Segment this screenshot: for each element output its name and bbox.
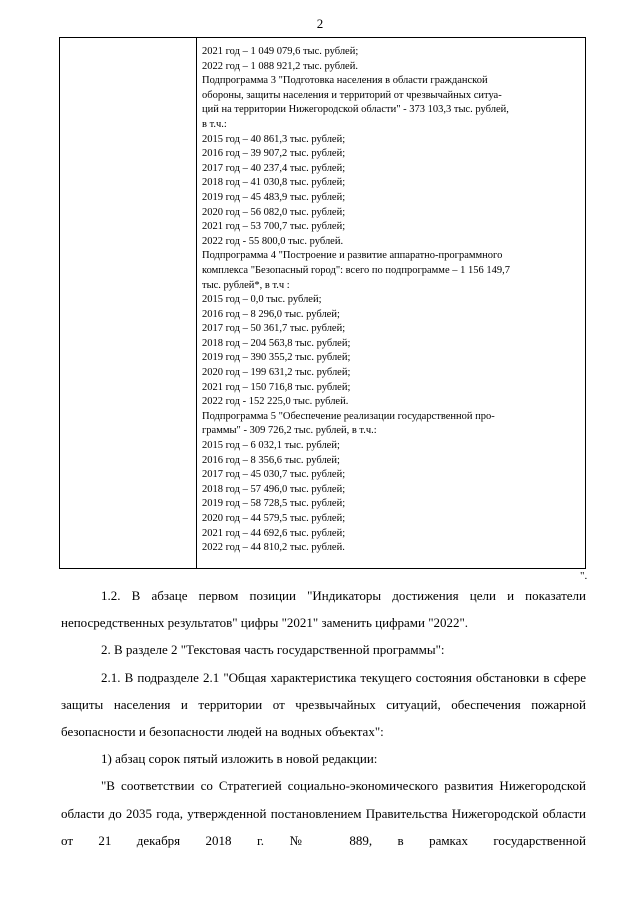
table-line: Подпрограмма 3 "Подготовка населения в области гражданской [202, 75, 488, 87]
paragraph-item-1: 1) абзац сорок пятый изложить в новой редакции: [101, 751, 378, 767]
table-line: 2020 год – 44 579,5 тыс. рублей; [202, 513, 346, 524]
table-line: 2021 год – 44 692,6 тыс. рублей; [202, 527, 346, 539]
table-line: 2015 год – 6 032,1 тыс. рублей; [202, 440, 340, 452]
paragraph-2: 2. В разделе 2 "Текстовая часть государственной программы": [101, 642, 445, 658]
table-line: комплекса "Безопасный город": всего по подпрограмме – 1 156 149,7 [202, 264, 510, 276]
table-line: обороны, защиты населения и территорий от чрезвычайных ситуа- [202, 89, 502, 101]
table-close-quote: ". [580, 570, 588, 582]
table-line: 2021 год – 150 716,8 тыс. рублей; [202, 381, 351, 393]
body-text [61, 582, 586, 854]
table-line: 2017 год – 40 237,4 тыс. рублей; [202, 162, 346, 174]
paragraph-1-2: 1.2. В абзаце первом позиции "Индикаторы достижения цели и показатели непосредственных результатов" цифры "2021" заменить цифрами "2022". [61, 588, 586, 631]
table-line: ций на территории Нижегородской области" - 373 103,3 тыс. рублей, [202, 104, 509, 116]
page-number: 2 [316, 16, 324, 31]
table-line: 2018 год – 41 030,8 тыс. рублей; [202, 177, 346, 189]
table-line: 2018 год – 57 496,0 тыс. рублей; [202, 483, 346, 495]
table-line: тыс. рублей*, в т.ч : [202, 279, 290, 291]
table-line: Подпрограмма 4 "Построение и развитие аппаратно-программного [202, 250, 503, 262]
table-right-cell [202, 45, 582, 556]
table-line: 2019 год – 390 355,2 тыс. рублей; [202, 352, 351, 364]
table-line: 2021 год – 53 700,7 тыс. рублей; [202, 221, 346, 233]
table-line: 2020 год – 199 631,2 тыс. рублей; [202, 367, 351, 379]
table-line: 2015 год – 40 861,3 тыс. рублей; [202, 133, 346, 145]
table-line: 2016 год – 39 907,2 тыс. рублей; [202, 148, 346, 160]
table-line: в т.ч.: [202, 118, 227, 130]
table-line: 2016 год – 8 296,0 тыс. рублей; [202, 308, 340, 320]
table-line: 2022 год - 55 800,0 тыс. рублей. [202, 235, 344, 247]
financing-table [59, 37, 586, 569]
table-line: 2017 год – 50 361,7 тыс. рублей; [202, 323, 346, 335]
table-line: 2022 год - 152 225,0 тыс. рублей. [202, 396, 349, 408]
column-divider [196, 38, 197, 568]
table-line: 2019 год – 45 483,9 тыс. рублей; [202, 191, 346, 203]
table-line: 2019 год – 58 728,5 тыс. рублей; [202, 498, 346, 510]
table-line: граммы" - 309 726,2 тыс. рублей, в т.ч.: [202, 425, 377, 437]
table-line: 2017 год – 45 030,7 тыс. рублей; [202, 469, 346, 481]
table-line: 2020 год – 56 082,0 тыс. рублей; [202, 206, 346, 218]
table-line: 2015 год – 0,0 тыс. рублей; [202, 294, 322, 306]
paragraph-strategy: "В соответствии со Стратегией социально-экономического развития Нижегородской области до 2035 года, утвержденной постановлением Правительства Нижегородской области от 21 декабря 2018 г. № 889, в рамках государственной [61, 778, 586, 848]
table-line: 2018 год – 204 563,8 тыс. рублей; [202, 337, 351, 349]
table-line: 2022 год – 1 088 921,2 тыс. рублей. [202, 60, 358, 72]
table-line: 2021 год – 1 049 079,6 тыс. рублей; [202, 46, 359, 57]
table-line: 2022 год – 44 810,2 тыс. рублей. [202, 542, 345, 554]
table-line: 2016 год – 8 356,6 тыс. рублей; [202, 454, 340, 466]
table-line: Подпрограмма 5 "Обеспечение реализации государственной про- [202, 410, 495, 422]
paragraph-2-1: 2.1. В подразделе 2.1 "Общая характеристика текущего состояния обстановки в сфере защиты населения и территории от чрезвычайных ситуаций, обеспечения пожарной безопасности и безопасности людей на водных объектах": [61, 669, 586, 740]
